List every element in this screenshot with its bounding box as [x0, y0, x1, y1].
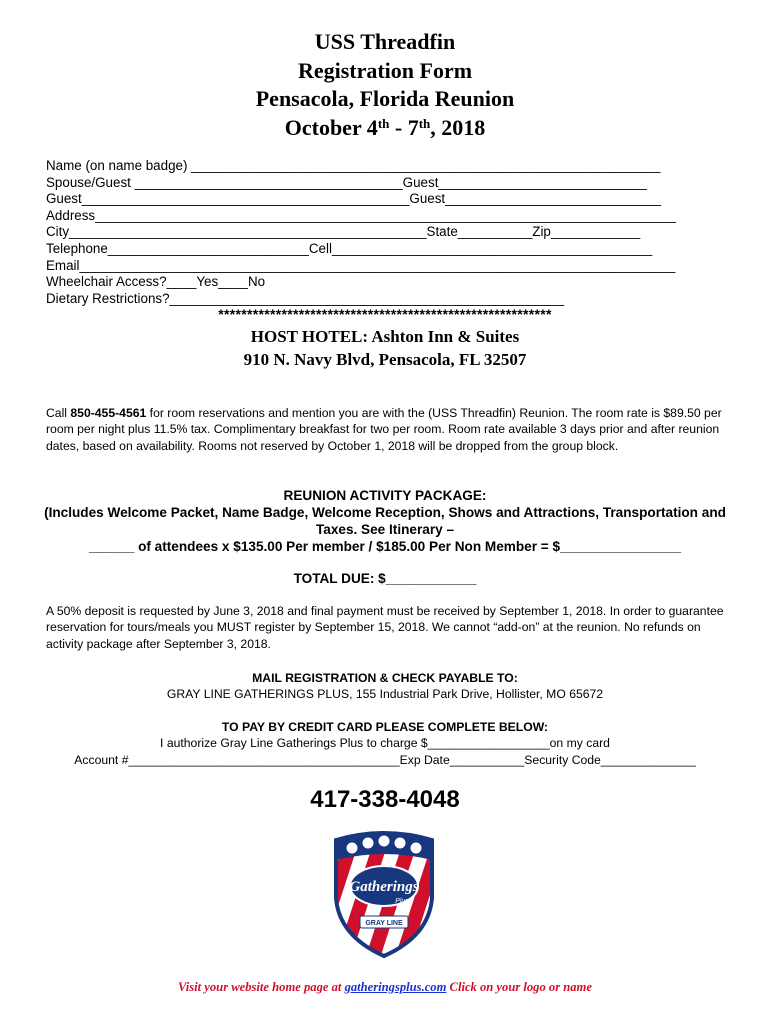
name-field[interactable]: Name (on name badge) _______________________________________________________________ [46, 158, 661, 173]
host-hotel [0, 325, 770, 371]
total-due-field[interactable]: TOTAL DUE: $____________ [293, 571, 477, 586]
wheelchair-field[interactable]: Wheelchair Access?____Yes____No [46, 274, 266, 290]
reservation-paragraph: Call 850-455-4561 for room reservations and mention you are with the (USS Threadfin) Reunion. The room rate is $89.50 per room per night plus 11.5% tax. Complimentary breakfast for two per room. Room rate available 3 days prior and after reunion dates, based on availability. Rooms not reserved by October 1, 2018 will be dropped from the group block. [46, 406, 722, 453]
title-form: Registration Form [297, 57, 473, 83]
hotel-address: 910 N. Navy Blvd, Pensacola, FL 32507 [243, 350, 527, 369]
guest-field[interactable]: Guest____________________________________________Guest_____________________________ [46, 191, 662, 207]
city-state-zip-field[interactable]: City________________________________________________State__________Zip____________ [46, 224, 641, 240]
gatherings-plus-logo[interactable] [332, 828, 436, 960]
hotel-name: HOST HOTEL: Ashton Inn & Suites [250, 327, 520, 346]
mail-section [0, 670, 770, 703]
telephone-cell-field[interactable]: Telephone___________________________Cell___________________________________________ [46, 240, 653, 256]
card-authorize-field[interactable]: I authorize Gray Line Gatherings Plus to charge $__________________on my card [160, 736, 610, 751]
star-divider: ********************************************************** [218, 306, 552, 322]
email-field[interactable]: Email________________________________________________________________________________ [46, 257, 676, 273]
contact-phone: 417-338-4048 [310, 786, 460, 813]
activity-package [30, 487, 740, 555]
form-title [0, 28, 770, 142]
package-attendees-field[interactable]: ______ of attendees x $135.00 Per member / $185.00 Per Non Member = $________________ [88, 539, 682, 554]
card-account-field[interactable]: Account #________________________________________Exp Date___________Security Code______________ [74, 752, 696, 767]
deposit-paragraph: A 50% deposit is requested by June 3, 2018 and final payment must be received by September 1, 2018. In order to guarantee reservation for tours/meals you MUST register by September 15, 2018. We cannot “add-on” at the reunion. No refunds on activity package after September 3, 2018. [46, 604, 724, 651]
logo-sub: Plus [395, 898, 409, 905]
mail-heading: MAIL REGISTRATION & CHECK PAYABLE TO: [252, 671, 518, 685]
mail-address: GRAY LINE GATHERINGS PLUS, 155 Industrial Park Drive, Hollister, MO 65672 [166, 687, 604, 702]
package-heading: REUNION ACTIVITY PACKAGE: [283, 488, 487, 503]
address-field[interactable]: Address______________________________________________________________________________ [46, 207, 677, 223]
package-includes: (Includes Welcome Packet, Name Badge, Welcome Reception, Shows and Attractions, Transportation and Taxes. See Itinerary – [44, 505, 726, 537]
title-dates: October 4th - 7th, 2018 [284, 114, 486, 140]
title-reunion: Pensacola, Florida Reunion [255, 86, 515, 111]
registration-fields [46, 158, 676, 307]
credit-card-section [0, 719, 770, 768]
shield-logo-icon [332, 828, 436, 960]
spouse-guest-field[interactable]: Spouse/Guest ____________________________________Guest____________________________ [46, 174, 647, 190]
title-ship: USS Threadfin [314, 29, 456, 54]
dietary-field[interactable]: Dietary Restrictions?_____________________________________________________ [46, 290, 565, 306]
logo-brand: GRAY LINE [365, 920, 403, 927]
website-link[interactable]: gatheringsplus.com [344, 980, 447, 994]
hotel-phone: 850-455-4561 [70, 406, 147, 420]
footer-note: Visit your website home page at gatheringsplus.com Click on your logo or name [178, 980, 592, 994]
card-heading: TO PAY BY CREDIT CARD PLEASE COMPLETE BELOW: [221, 720, 549, 734]
logo-word: Gatherings [349, 879, 419, 895]
